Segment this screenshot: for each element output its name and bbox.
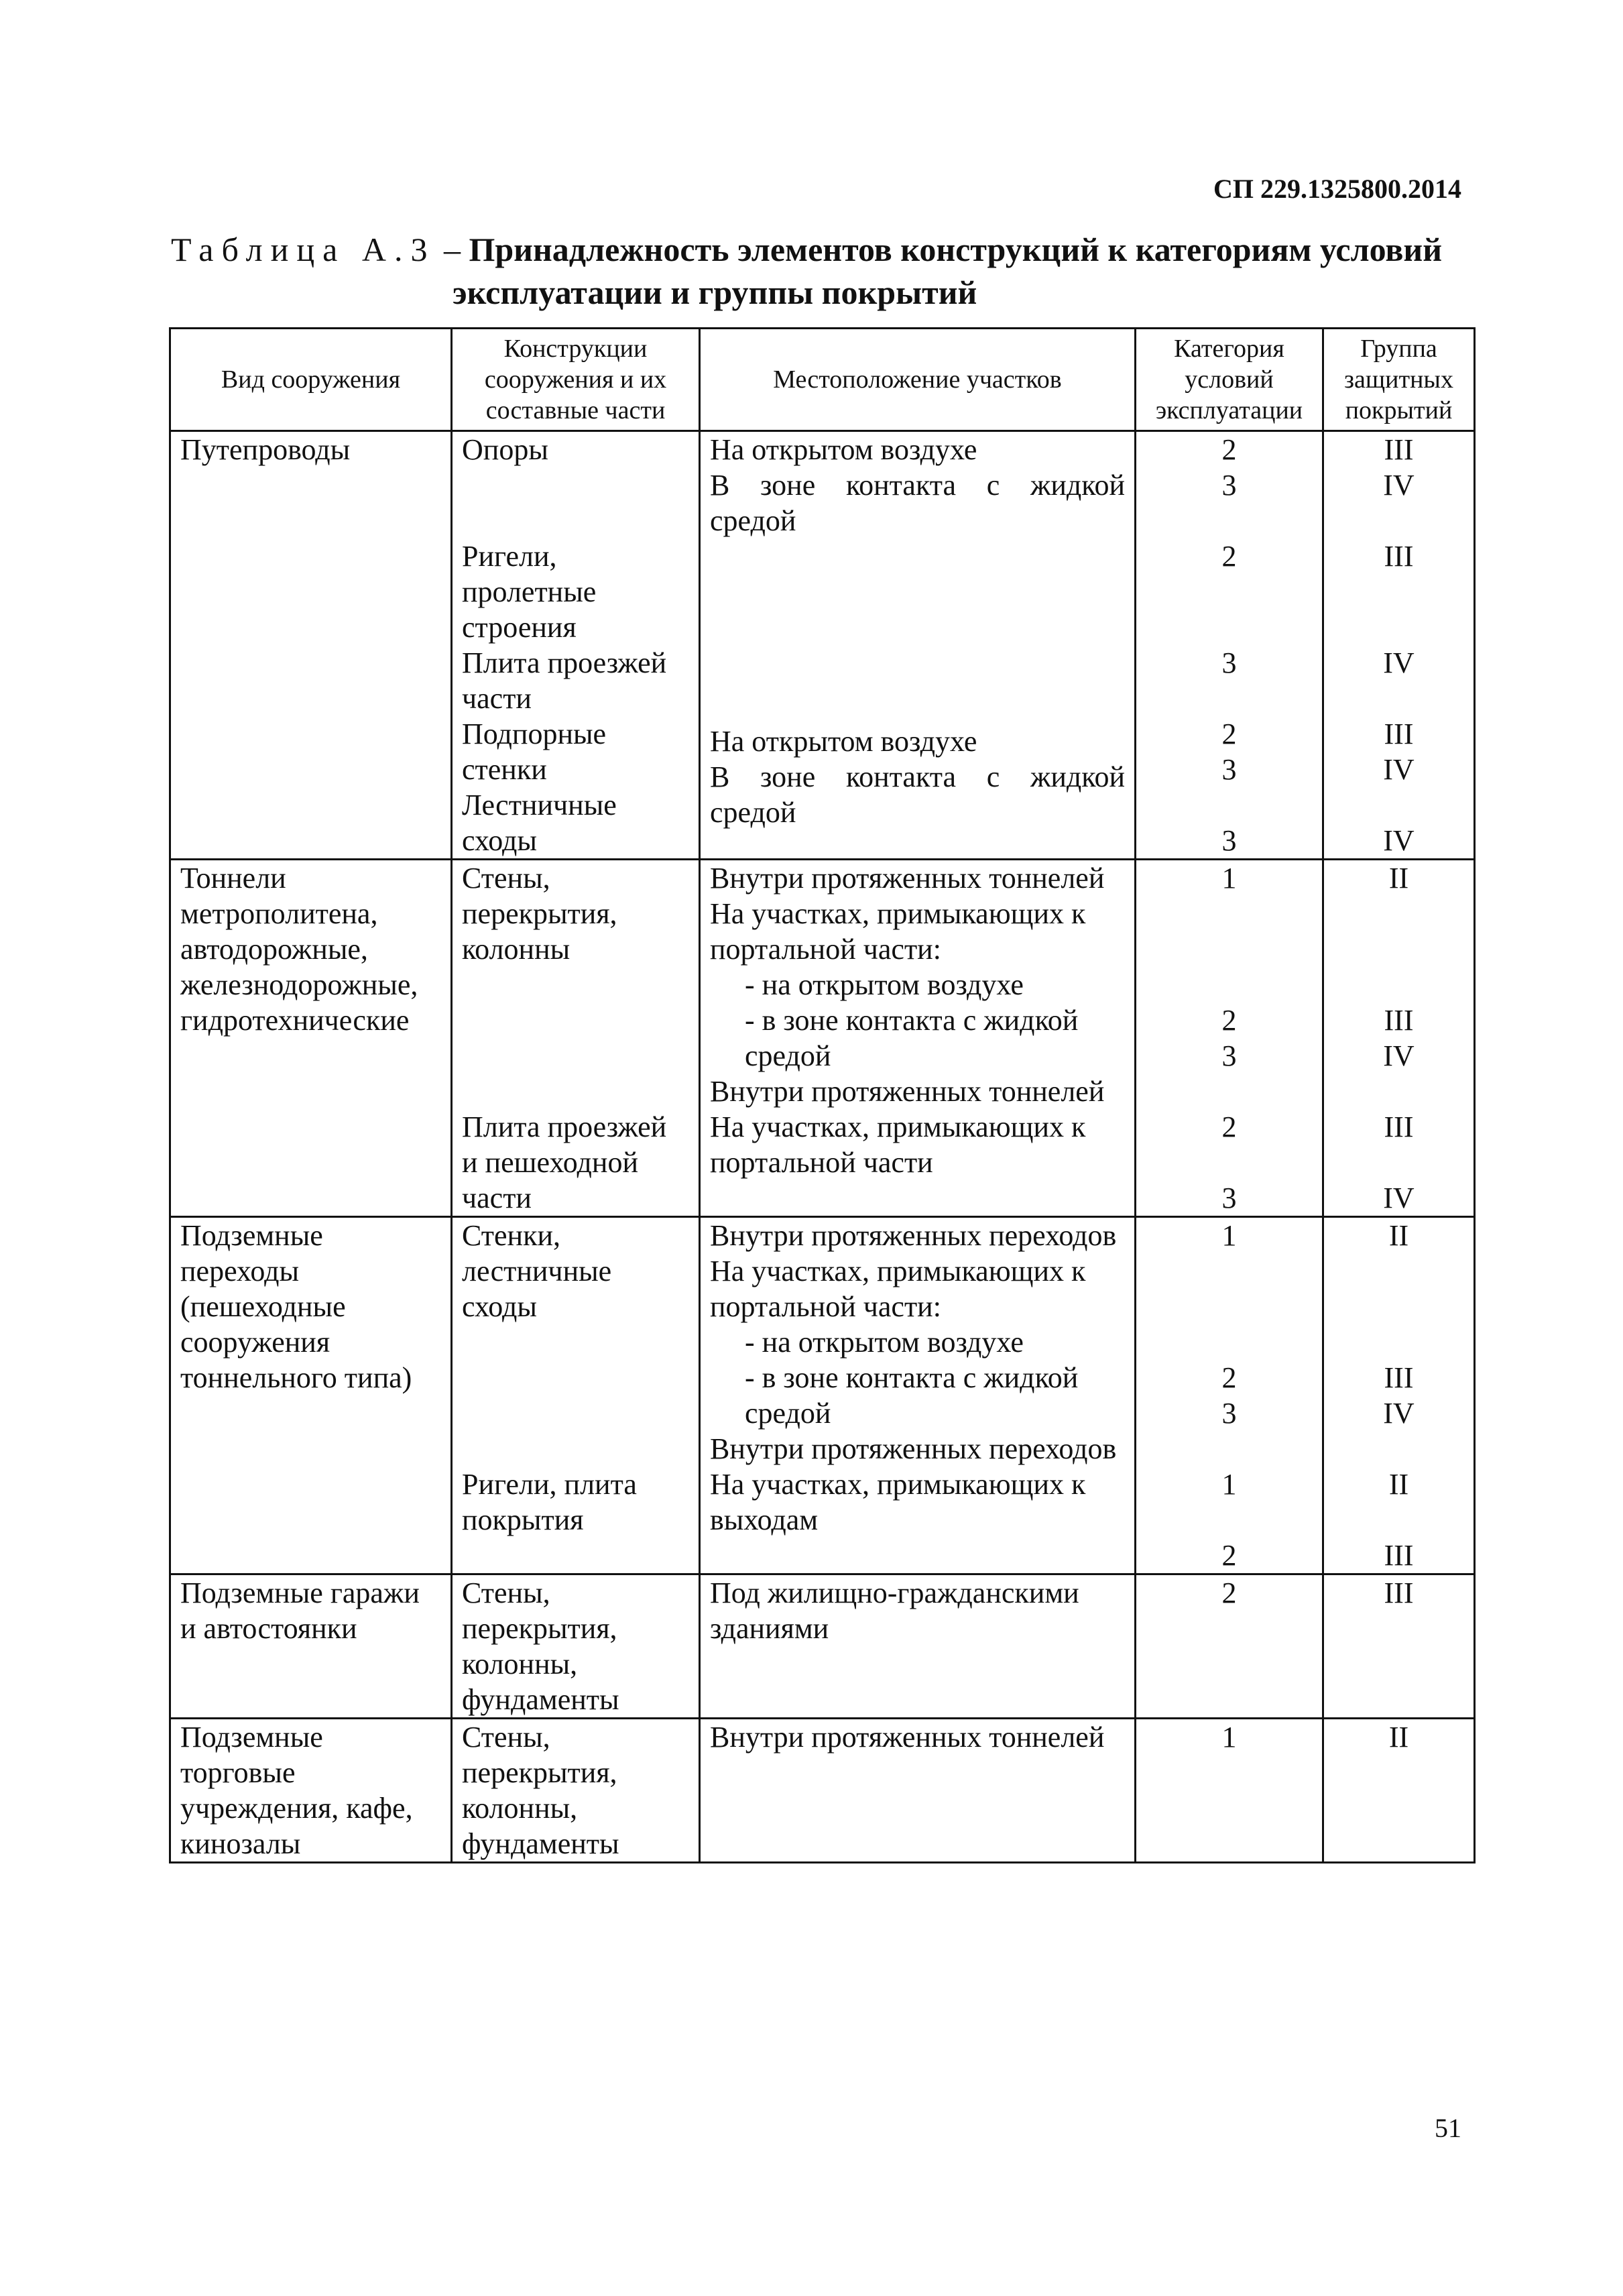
location-cell (700, 860, 1136, 1217)
table-label: Таблица А.3 (171, 231, 436, 268)
category-value: 2 (1221, 540, 1237, 573)
group-value: III (1384, 1361, 1414, 1394)
table-row (170, 860, 1475, 1217)
table-caption (171, 228, 1485, 314)
table-row (170, 1574, 1475, 1719)
coating-group-cell (1323, 431, 1475, 860)
structure-type-cell: Подземные гаражи и автостоянки (170, 1574, 452, 1719)
location-text: В зоне контакта с жидкой средой (710, 469, 1125, 537)
group-value: IV (1383, 1397, 1415, 1430)
location-text: На открытом воздухе (710, 433, 977, 466)
caption-dash: – (443, 231, 461, 268)
location-text: Внутри протяженных тоннелей (710, 1075, 1105, 1108)
group-value: IV (1383, 753, 1415, 786)
group-value: IV (1383, 824, 1415, 857)
group-value: IV (1383, 1182, 1415, 1214)
location-cell (700, 431, 1136, 860)
category-value: 3 (1221, 824, 1237, 857)
category-value: 3 (1221, 469, 1237, 502)
group-value: II (1388, 1468, 1409, 1501)
category-table (169, 327, 1476, 1863)
category-value: 2 (1221, 1361, 1237, 1394)
location-cell: Под жилищно-гражданскими зданиями (700, 1574, 1136, 1719)
construction-cell: Стены, перекрытия, колонны, фундаменты (452, 1719, 700, 1863)
group-value: III (1384, 540, 1414, 573)
construction-text: Опоры (462, 433, 548, 466)
group-value: IV (1383, 1039, 1415, 1072)
structure-type-cell: Тоннели метрополитена, автодорожные, железнодорожные, гидротехнические (170, 860, 452, 1217)
category-value: 2 (1221, 718, 1237, 750)
location-text: Внутри протяженных тоннелей (710, 862, 1105, 895)
table-row (170, 1217, 1475, 1574)
location-text: На участках, примыкающих к портальной части (710, 1110, 1086, 1179)
category-value: 2 (1221, 1004, 1237, 1037)
construction-text: Подпорные стенки (462, 718, 607, 786)
location-text: В зоне контакта с жидкой средой (710, 760, 1125, 829)
construction-cell: Стены, перекрытия, колонны, фундаменты (452, 1574, 700, 1719)
document-code: СП 229.1325800.2014 (1213, 174, 1461, 204)
construction-cell (452, 431, 700, 860)
coating-group-cell (1323, 860, 1475, 1217)
category-cell (1136, 431, 1323, 860)
construction-cell (452, 1217, 700, 1574)
construction-text: Ригели, пролетные строения (462, 540, 597, 644)
page-number: 51 (1435, 2113, 1461, 2143)
location-text: Внутри протяженных переходов (710, 1432, 1117, 1465)
structure-type-cell: Путепроводы (170, 431, 452, 860)
category-cell: 1 (1136, 1719, 1323, 1863)
header-construction: Конструкции сооружения и их составные части (452, 329, 700, 431)
category-value: 1 (1221, 862, 1237, 895)
location-text: На участках, примыкающих к портальной части: (710, 897, 1086, 966)
coating-group-cell: III (1323, 1574, 1475, 1719)
group-value: IV (1383, 469, 1415, 502)
header-coating-group: Группа защитных покрытий (1323, 329, 1475, 431)
table-row (170, 1719, 1475, 1863)
group-value: III (1384, 1539, 1414, 1572)
construction-text (462, 467, 689, 538)
construction-text: Лестничные сходы (462, 789, 617, 857)
location-text: На участках, примыкающих к портальной части: (710, 1255, 1086, 1323)
construction-text: Стенки, лестничные сходы (462, 1219, 612, 1323)
location-text: Внутри протяженных переходов (710, 1219, 1117, 1252)
construction-text: Ригели, плита покрытия (462, 1468, 637, 1536)
construction-text: Стены, перекрытия, колонны (462, 862, 617, 966)
header-category: Категория условий эксплуатации (1136, 329, 1323, 431)
group-value: II (1388, 862, 1409, 895)
construction-text: Плита проезжей части (462, 646, 667, 715)
group-value: III (1384, 1004, 1414, 1037)
category-value: 2 (1221, 433, 1237, 466)
category-value: 3 (1221, 1182, 1237, 1214)
location-cell: Внутри протяженных тоннелей (700, 1719, 1136, 1863)
location-text: - на открытом воздухе (745, 968, 1024, 1001)
coating-group-cell: II (1323, 1719, 1475, 1863)
category-value: 1 (1221, 1219, 1237, 1252)
category-cell: 2 (1136, 1574, 1323, 1719)
location-cell (700, 1217, 1136, 1574)
location-text: - в зоне контакта с жидкой средой (745, 1361, 1079, 1430)
structure-type-cell: Подземные переходы (пешеходные сооружения тоннельного типа) (170, 1217, 452, 1574)
category-value: 3 (1221, 753, 1237, 786)
table-title-line2: эксплуатации и группы покрытий (453, 274, 977, 311)
coating-group-cell (1323, 1217, 1475, 1574)
group-value: III (1384, 718, 1414, 750)
category-value: 3 (1221, 646, 1237, 679)
location-text (710, 538, 1125, 724)
table-title-line1: Принадлежность элементов конструкций к категориям условий (469, 231, 1443, 268)
header-location: Местоположение участков (700, 329, 1136, 431)
header-structure-type: Вид сооружения (170, 329, 452, 431)
category-value: 3 (1221, 1397, 1237, 1430)
group-value: III (1384, 1110, 1414, 1143)
structure-type-cell: Подземные торговые учреждения, кафе, кинозалы (170, 1719, 452, 1863)
category-cell (1136, 860, 1323, 1217)
group-value: II (1388, 1219, 1409, 1252)
category-value: 3 (1221, 1039, 1237, 1072)
location-text: На участках, примыкающих к выходам (710, 1468, 1086, 1536)
category-value: 2 (1221, 1539, 1237, 1572)
category-value: 2 (1221, 1110, 1237, 1143)
category-cell (1136, 1217, 1323, 1574)
construction-cell (452, 860, 700, 1217)
location-text: - на открытом воздухе (745, 1326, 1024, 1359)
table-header-row (170, 329, 1475, 431)
table-row (170, 431, 1475, 860)
location-text: На открытом воздухе (710, 725, 977, 758)
group-value: III (1384, 433, 1414, 466)
group-value: IV (1383, 646, 1415, 679)
construction-text: Плита проезжей и пешеходной части (462, 1110, 667, 1214)
category-value: 1 (1221, 1468, 1237, 1501)
location-text: - в зоне контакта с жидкой средой (745, 1004, 1079, 1072)
